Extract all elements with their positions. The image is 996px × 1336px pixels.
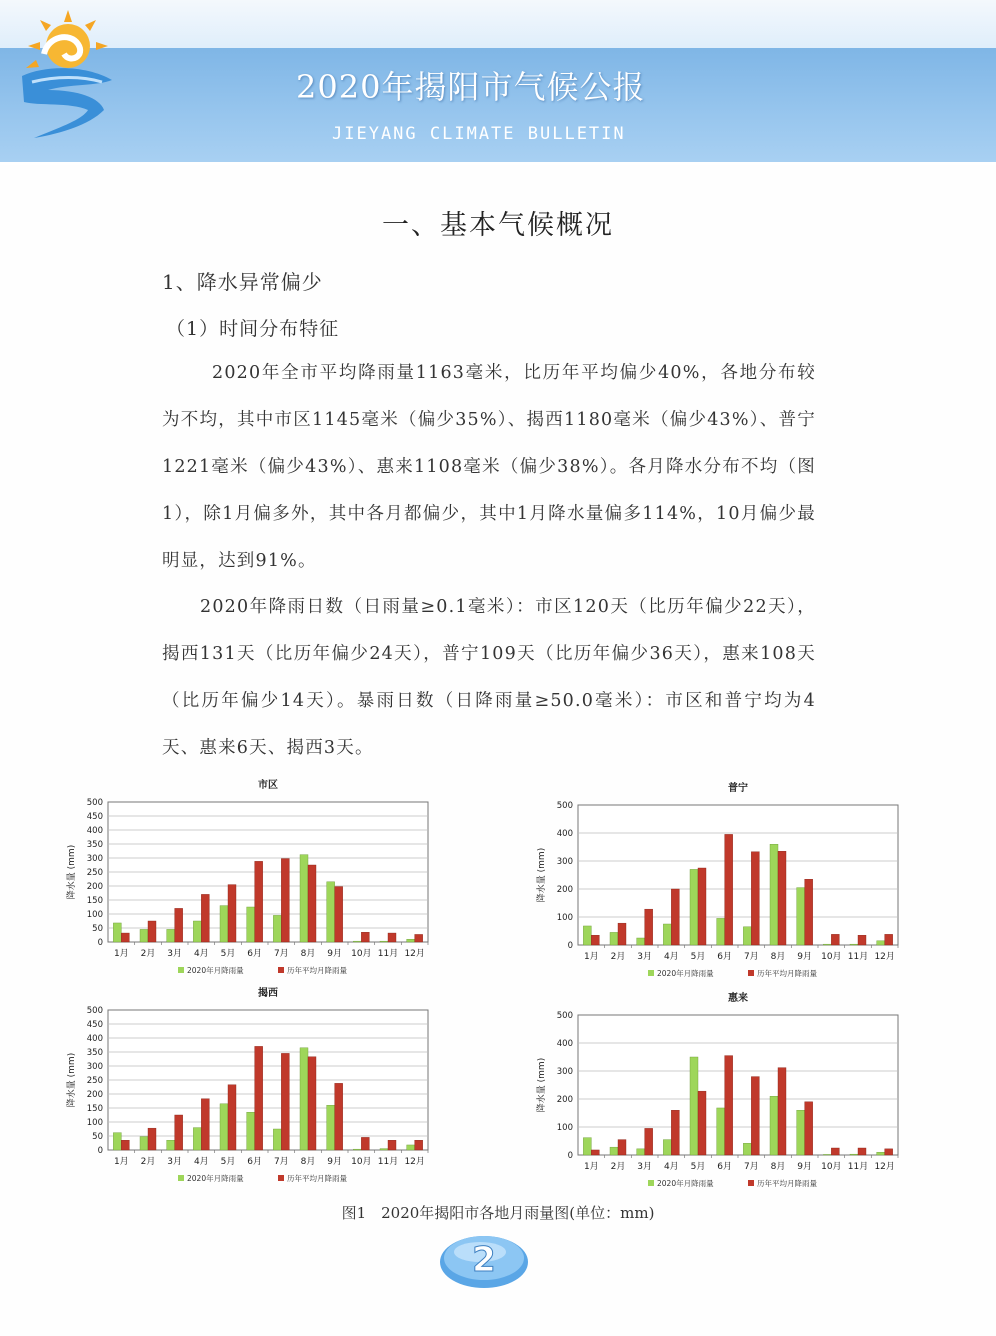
y-tick-label: 200 [86,882,103,892]
x-tick-label: 2月 [140,949,156,959]
legend-label-avg: 历年平均月降雨量 [287,966,347,975]
x-tick-label: 7月 [743,952,759,962]
x-tick-label: 12月 [874,952,895,962]
paragraph-rainfall-totals: 2020年全市平均降雨量1163毫米，比历年平均偏少40%，各地分布较为不均，其中市区1145毫米（偏少35%）、揭西1180毫米（偏少43%）、普宁1221毫米（偏少43%）、惠来1108毫米（偏少38%）。各月降水分布不均（图1），除1月偏多外，其中各月都偏少，其中1月降水量偏多114%，10月偏少最明显，达到91%。 [162,363,816,571]
bar-avg-10 [831,934,839,945]
y-tick-label: 0 [567,1151,573,1161]
y-tick-label: 200 [556,1095,573,1105]
bar-avg-5 [698,1091,706,1155]
bar-avg-12 [885,1149,893,1155]
bar-avg-2 [148,1128,156,1150]
bar-avg-11 [858,1148,866,1155]
bar-2020-4 [193,921,201,942]
y-tick-label: 200 [86,1090,103,1100]
y-tick-label: 500 [556,1011,573,1021]
y-tick-label: 400 [86,1034,103,1044]
bar-2020-5 [220,1104,228,1150]
bar-2020-1 [583,926,591,945]
x-tick-label: 8月 [300,949,316,959]
x-tick-label: 11月 [377,949,399,959]
chart-puning [530,775,910,985]
y-axis-label: 降水量 (mm) [67,844,77,900]
y-tick-label: 300 [86,854,103,864]
x-tick-label: 12月 [874,1162,895,1172]
bar-avg-1 [121,1140,129,1150]
bar-avg-8 [308,865,316,942]
y-tick-label: 450 [86,1020,103,1030]
y-tick-label: 100 [556,1123,573,1133]
bar-avg-9 [335,1083,343,1150]
x-tick-label: 1月 [583,1162,599,1172]
chart-jiexi [60,980,440,1190]
y-tick-label: 350 [86,1048,103,1058]
bar-2020-8 [300,855,308,942]
legend-swatch-2020 [648,1180,654,1186]
y-tick-label: 300 [86,1062,103,1072]
legend-label-avg: 历年平均月降雨量 [757,969,817,978]
bar-avg-9 [335,887,343,942]
bar-avg-4 [201,1099,209,1150]
bar-2020-6 [717,1108,725,1155]
bar-2020-2 [140,929,148,942]
bar-avg-11 [388,1140,396,1150]
paragraph-rain-days: 2020年降雨日数（日雨量≥0.1毫米）：市区120天（比历年偏少22天），揭西131天（比历年偏少24天），普宁109天（比历年偏少36天），惠来108天（比历年偏少14天）。暴雨日数（日降雨量≥50.0毫米）：市区和普宁均为4天、惠来6天、揭西3天。 [162,597,816,758]
bar-2020-3 [167,1140,175,1150]
bar-avg-3 [645,909,653,945]
legend-label-avg: 历年平均月降雨量 [287,1174,347,1183]
chart-title: 市区 [258,780,278,791]
bar-avg-11 [388,933,396,942]
bar-avg-2 [618,923,626,945]
bar-2020-6 [247,1112,255,1150]
x-tick-label: 7月 [743,1162,759,1172]
bar-2020-10 [353,941,361,942]
bar-2020-8 [770,844,778,945]
bulletin-title: 2020年揭阳市气候公报 [296,68,646,106]
y-tick-label: 0 [97,1146,103,1156]
x-tick-label: 10月 [821,1162,842,1172]
bar-2020-1 [583,1138,591,1155]
bar-avg-7 [281,1053,289,1150]
x-tick-label: 11月 [847,952,869,962]
y-tick-label: 150 [86,896,103,906]
x-tick-label: 4月 [663,1162,679,1172]
bar-2020-8 [300,1048,308,1150]
x-tick-label: 9月 [797,952,813,962]
bar-avg-12 [415,1140,423,1150]
x-tick-label: 11月 [847,1162,869,1172]
x-tick-label: 1月 [583,952,599,962]
figure-caption: 图1 2020年揭阳市各地月雨量图(单位：mm) [341,1204,655,1222]
bar-2020-2 [610,1147,618,1155]
bar-avg-6 [725,1056,733,1155]
bar-2020-5 [220,906,228,942]
x-tick-label: 6月 [247,949,263,959]
bar-2020-12 [407,939,415,942]
chart-title: 惠来 [728,993,748,1004]
x-tick-label: 8月 [300,1157,316,1167]
x-tick-label: 8月 [770,1162,786,1172]
bar-avg-8 [308,1057,316,1150]
x-tick-label: 5月 [690,1162,706,1172]
x-tick-label: 2月 [140,1157,156,1167]
bar-2020-1 [113,923,121,942]
x-tick-label: 2月 [610,1162,626,1172]
y-tick-label: 50 [92,1132,103,1142]
x-tick-label: 5月 [220,1157,236,1167]
subsection-heading: 1、降水异常偏少 [162,270,323,294]
y-tick-label: 300 [556,1067,573,1077]
legend-label-2020: 2020年月降雨量 [657,969,714,978]
y-tick-label: 150 [86,1104,103,1114]
x-tick-label: 9月 [327,949,343,959]
bar-2020-8 [770,1096,778,1155]
bar-2020-9 [797,888,805,945]
subsubsection-heading: （1）时间分布特征 [166,318,340,340]
bar-2020-4 [663,924,671,945]
y-tick-label: 200 [556,885,573,895]
y-tick-label: 50 [92,924,103,934]
bar-avg-1 [591,935,599,945]
y-axis-label: 降水量 (mm) [537,1057,547,1113]
legend-swatch-2020 [648,970,654,976]
bar-avg-10 [361,1137,369,1150]
chart-title: 普宁 [728,783,748,794]
legend-swatch-avg [278,967,284,973]
x-tick-label: 3月 [637,1162,653,1172]
x-tick-label: 10月 [351,949,372,959]
bar-avg-10 [831,1148,839,1155]
bar-avg-12 [885,934,893,945]
x-tick-label: 11月 [377,1157,399,1167]
x-tick-label: 8月 [770,952,786,962]
y-tick-label: 300 [556,857,573,867]
bulletin-subtitle: JIEYANG CLIMATE BULLETIN [332,124,626,144]
bar-avg-4 [201,894,209,942]
legend-label-avg: 历年平均月降雨量 [757,1179,817,1188]
bar-avg-6 [255,861,263,942]
x-tick-label: 6月 [717,1162,733,1172]
bar-avg-10 [361,932,369,942]
bar-2020-5 [690,869,698,945]
chart-title: 揭西 [258,988,278,999]
y-tick-label: 400 [556,829,573,839]
bar-2020-7 [743,927,751,945]
page-number: 2 [472,1240,496,1280]
x-tick-label: 6月 [717,952,733,962]
legend-label-2020: 2020年月降雨量 [657,1179,714,1188]
bar-2020-1 [113,1133,121,1150]
bar-2020-9 [327,882,335,942]
bar-2020-6 [247,907,255,942]
x-tick-label: 2月 [610,952,626,962]
bar-2020-7 [743,1143,751,1155]
bar-avg-3 [175,908,183,942]
bar-2020-9 [797,1110,805,1155]
bar-avg-8 [778,851,786,945]
bar-avg-6 [725,834,733,945]
y-tick-label: 450 [86,812,103,822]
bar-2020-4 [193,1128,201,1150]
bar-avg-7 [751,1077,759,1155]
legend-swatch-avg [748,1180,754,1186]
x-tick-label: 4月 [663,952,679,962]
sun-wave-logo-icon [8,6,128,156]
y-tick-label: 350 [86,840,103,850]
y-tick-label: 250 [86,868,103,878]
x-tick-label: 4月 [193,1157,209,1167]
bar-2020-7 [273,915,281,942]
bar-avg-2 [618,1140,626,1155]
x-tick-label: 5月 [690,952,706,962]
x-tick-label: 10月 [821,952,842,962]
bar-2020-12 [877,1152,885,1155]
bar-2020-11 [380,1149,388,1150]
legend-swatch-2020 [178,1175,184,1181]
header-top-strip [0,0,996,48]
bar-avg-6 [255,1046,263,1150]
y-tick-label: 100 [86,1118,103,1128]
bar-2020-2 [140,1137,148,1150]
bar-2020-10 [823,944,831,945]
bar-avg-7 [751,852,759,945]
x-tick-label: 1月 [113,1157,129,1167]
bar-avg-9 [805,879,813,945]
legend-swatch-avg [278,1175,284,1181]
y-tick-label: 400 [86,826,103,836]
x-tick-label: 9月 [797,1162,813,1172]
x-tick-label: 6月 [247,1157,263,1167]
x-tick-label: 12月 [404,1157,425,1167]
y-tick-label: 500 [556,801,573,811]
header-banner [0,0,996,165]
bar-avg-4 [671,889,679,945]
x-tick-label: 12月 [404,949,425,959]
section-title: 一、基本气候概况 [382,210,614,241]
x-tick-label: 4月 [193,949,209,959]
bar-2020-10 [823,1154,831,1155]
bar-avg-5 [698,868,706,945]
x-tick-label: 3月 [167,949,183,959]
x-tick-label: 3月 [167,1157,183,1167]
bar-avg-11 [858,935,866,945]
y-tick-label: 0 [97,938,103,948]
legend-label-2020: 2020年月降雨量 [187,966,244,975]
bar-2020-11 [380,941,388,942]
legend-swatch-avg [748,970,754,976]
bar-2020-12 [407,1145,415,1150]
bar-2020-4 [663,1140,671,1155]
plot-area [578,1015,898,1155]
y-tick-label: 250 [86,1076,103,1086]
bar-2020-10 [353,1149,361,1150]
x-tick-label: 10月 [351,1157,372,1167]
bar-2020-7 [273,1129,281,1150]
bar-avg-9 [805,1102,813,1155]
bar-2020-2 [610,932,618,945]
bar-2020-3 [637,1149,645,1155]
bar-avg-5 [228,1085,236,1150]
legend-label-2020: 2020年月降雨量 [187,1174,244,1183]
chart-shiqu [60,772,440,982]
bar-avg-5 [228,885,236,942]
bar-avg-3 [645,1128,653,1155]
y-axis-label: 降水量 (mm) [67,1052,77,1108]
x-tick-label: 9月 [327,1157,343,1167]
page-number-badge [436,1228,532,1292]
bar-avg-12 [415,934,423,942]
bar-2020-3 [167,929,175,942]
x-tick-label: 3月 [637,952,653,962]
bar-avg-8 [778,1068,786,1155]
y-tick-label: 0 [567,941,573,951]
bar-avg-3 [175,1115,183,1150]
bar-avg-4 [671,1110,679,1155]
bar-avg-1 [121,933,129,942]
y-tick-label: 500 [86,1006,103,1016]
bar-avg-2 [148,921,156,942]
chart-huilai [530,985,910,1195]
bar-2020-11 [850,944,858,945]
bar-avg-1 [591,1150,599,1155]
legend-swatch-2020 [178,967,184,973]
x-tick-label: 5月 [220,949,236,959]
bar-2020-3 [637,938,645,945]
x-tick-label: 7月 [273,949,289,959]
bar-avg-7 [281,859,289,942]
y-tick-label: 100 [556,913,573,923]
y-tick-label: 100 [86,910,103,920]
x-tick-label: 1月 [113,949,129,959]
bar-2020-9 [327,1105,335,1150]
bar-2020-6 [717,918,725,945]
y-tick-label: 500 [86,798,103,808]
x-tick-label: 7月 [273,1157,289,1167]
y-axis-label: 降水量 (mm) [537,847,547,903]
y-tick-label: 400 [556,1039,573,1049]
bar-2020-11 [850,1154,858,1155]
bar-2020-5 [690,1057,698,1155]
bar-2020-12 [877,941,885,945]
